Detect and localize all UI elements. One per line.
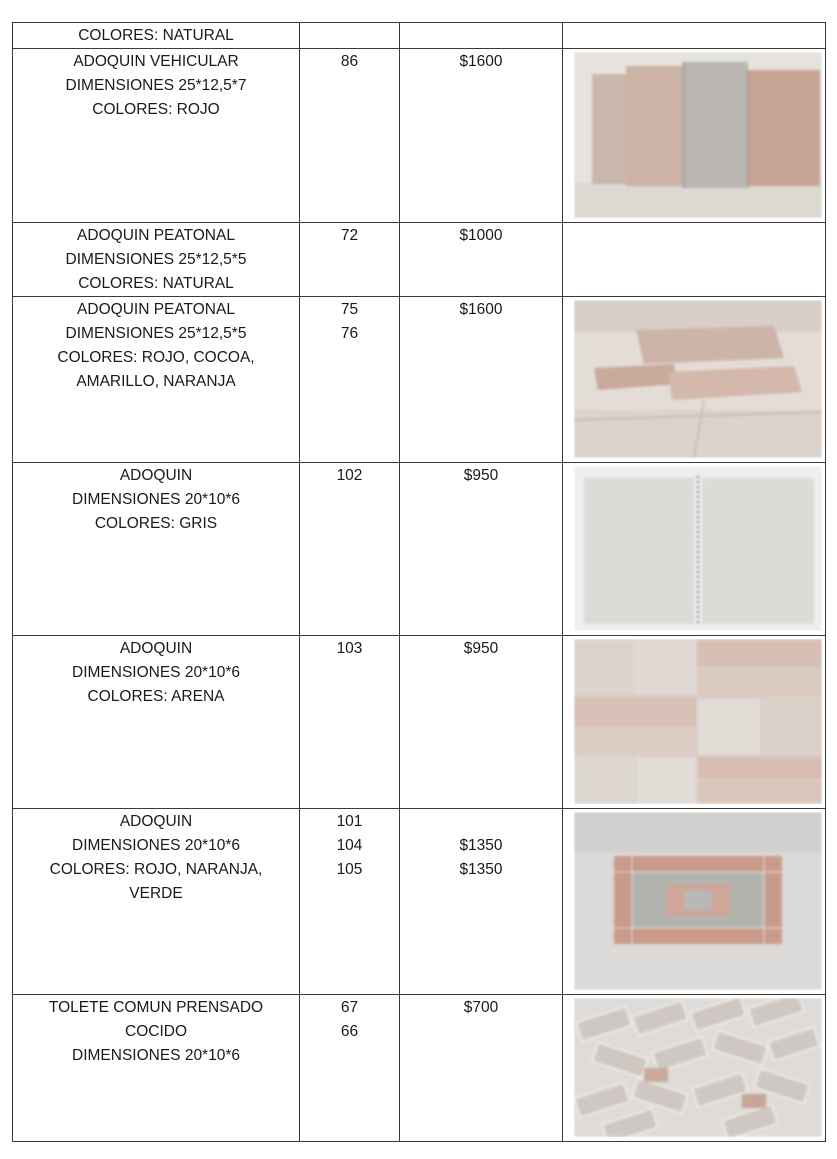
image-cell [563, 223, 826, 297]
code-cell [300, 463, 400, 636]
price-cell [400, 49, 563, 223]
description-line: COLORES: ROJO, COCOA, [57, 349, 255, 366]
product-price: $950 [463, 467, 499, 484]
product-price: $1350 [459, 861, 503, 878]
image-cell [563, 809, 826, 995]
price-cell [400, 809, 563, 995]
description-line: TOLETE COMUN PRENSADO [48, 999, 264, 1016]
description-line: COLORES: NATURAL [78, 275, 234, 292]
description-line: ADOQUIN [119, 467, 193, 484]
image-cell [563, 297, 826, 463]
product-code: 102 [336, 467, 363, 484]
table-row [13, 809, 826, 995]
price-cell [400, 463, 563, 636]
description-line: COLORES: ROJO, NARANJA, [49, 861, 263, 878]
description-line: ADOQUIN PEATONAL [77, 301, 235, 318]
table-row [13, 223, 826, 297]
price-cell [400, 223, 563, 297]
product-code: 72 [340, 227, 359, 244]
description-cell [13, 297, 300, 463]
table-row [13, 297, 826, 463]
description-line: VERDE [129, 885, 183, 902]
description-line: DIMENSIONES 20*10*6 [72, 664, 240, 681]
description-cell [13, 223, 300, 297]
product-table [12, 22, 826, 1142]
image-cell [563, 636, 826, 809]
pattern-pavers-photo [574, 812, 822, 990]
description-line: DIMENSIONES 25*12,5*5 [65, 251, 247, 268]
code-cell [300, 809, 400, 995]
description-line: AMARILLO, NARANJA [76, 373, 236, 390]
product-price: $1600 [459, 301, 503, 318]
product-code: 86 [340, 53, 359, 70]
description-line: ADOQUIN [119, 813, 193, 830]
price-cell [400, 636, 563, 809]
description-line: DIMENSIONES 20*10*6 [72, 837, 240, 854]
product-price: $1350 [459, 837, 503, 854]
table-row [13, 995, 826, 1142]
product-price: $1000 [459, 227, 503, 244]
image-cell [563, 995, 826, 1142]
description-line: DIMENSIONES 20*10*6 [72, 491, 240, 508]
description-line: ADOQUIN PEATONAL [77, 227, 235, 244]
description-cell [13, 49, 300, 223]
product-price: $1600 [459, 53, 503, 70]
product-price: $700 [463, 999, 499, 1016]
stacked-pavers-photo [574, 300, 822, 458]
image-cell [563, 463, 826, 636]
product-code: 75 [340, 301, 359, 318]
price-cell [400, 297, 563, 463]
description-line: COLORES: ROJO [92, 101, 220, 118]
product-code: 105 [336, 861, 363, 878]
description-line: ADOQUIN [119, 640, 193, 657]
grey-pavers-photo [574, 466, 822, 631]
code-cell [300, 636, 400, 809]
product-code: 76 [340, 325, 359, 342]
description-line: DIMENSIONES 25*12,5*7 [65, 77, 247, 94]
code-cell [300, 23, 400, 49]
price-cell [400, 23, 563, 49]
code-cell [300, 49, 400, 223]
description-cell [13, 809, 300, 995]
image-cell [563, 49, 826, 223]
description-line: DIMENSIONES 20*10*6 [72, 1047, 240, 1064]
price-cell [400, 995, 563, 1142]
product-code: 67 [340, 999, 359, 1016]
product-code: 104 [336, 837, 363, 854]
description-cell [13, 995, 300, 1142]
product-price [400, 810, 562, 834]
code-cell [300, 995, 400, 1142]
description-line: COLORES: ARENA [87, 688, 225, 705]
description-line: COLORES: GRIS [94, 515, 218, 532]
description-line: COLORES: NATURAL [78, 27, 234, 44]
herringbone-bricks-photo [574, 998, 822, 1137]
description-cell [13, 463, 300, 636]
product-code: 66 [340, 1023, 359, 1040]
product-price: $950 [463, 640, 499, 657]
description-line: ADOQUIN VEHICULAR [73, 53, 239, 70]
product-code: 103 [336, 640, 363, 657]
description-line: COCIDO [125, 1023, 187, 1040]
code-cell [300, 223, 400, 297]
product-code: 101 [336, 813, 363, 830]
upright-pavers-photo [574, 52, 822, 218]
table-row [13, 463, 826, 636]
code-cell [300, 297, 400, 463]
image-cell [563, 23, 826, 49]
description-line: DIMENSIONES 25*12,5*5 [65, 325, 247, 342]
table-row [13, 49, 826, 223]
sand-pavers-photo [574, 639, 822, 804]
description-cell [13, 23, 300, 49]
table-row [13, 636, 826, 809]
table-row [13, 23, 826, 49]
description-cell [13, 636, 300, 809]
